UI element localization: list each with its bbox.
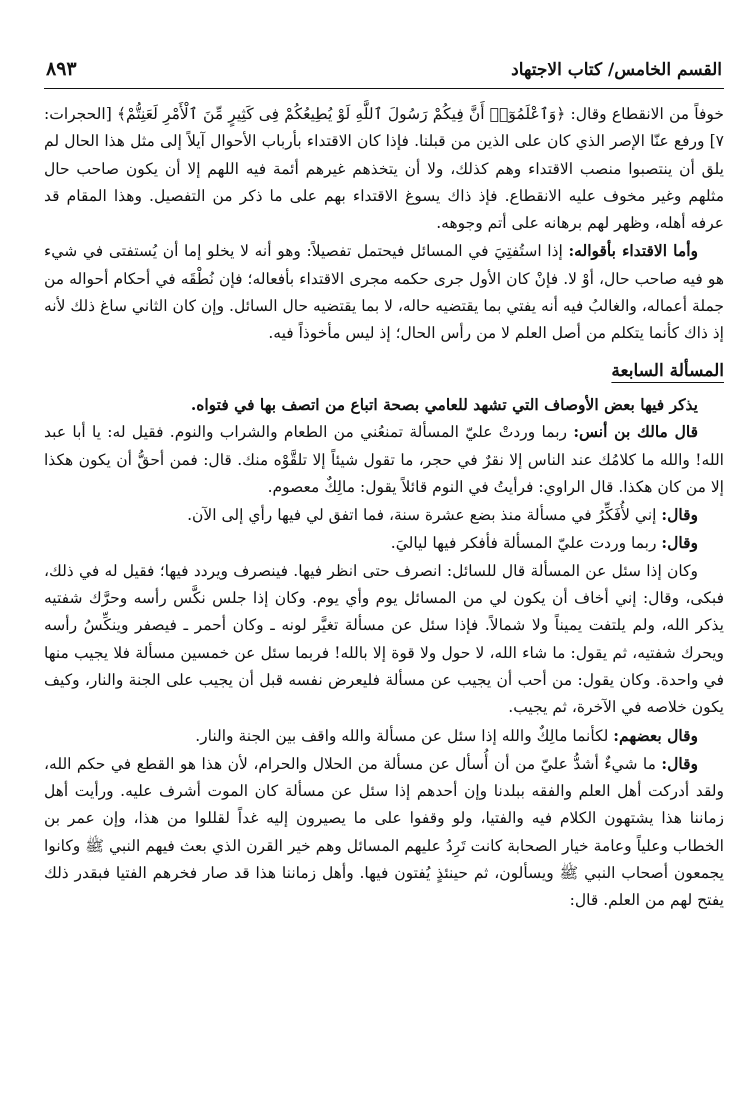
- paragraph-2-text: إذا استُفتِيَ في المسائل فيحتمل تفصيلاً: وهو أنه لا يخلو إما أن يُستفتى في شيء هو فيه صاحب حال، أوْ لا. فإنْ كان الأول جرى حكمه مجرى الاقتداء بأفعاله؛ فإن نُطْقَه في أحكام أحواله من جملة أعماله، والغالبُ فيه أنه يفتي بما يقتضيه حاله، لا بما يقتضيه حال السائل. وإن كان الثاني ساغ ذلك لأنه إذ ذاك كأنما يتكلم من أصل العلم لا من رأس الحال؛ إذ ليس مأخوذاً فيه.: [44, 242, 724, 343]
- paragraph-4-text: إني لأُفَكِّرُ في مسألة منذ بضع عشرة سنة، فما اتفق لي فيها رأي إلى الآن.: [187, 506, 662, 525]
- paragraph-3: [44, 418, 724, 501]
- paragraph-2: [44, 237, 724, 347]
- paragraph-5: [44, 529, 724, 557]
- paragraph-8-lead: وقال:: [661, 753, 698, 773]
- page-number: ٨٩٣: [46, 58, 77, 80]
- paragraph-7-text: لكأنما مالِكٌ والله إذا سئل عن مسألة والله واقف بين الجنة والنار.: [195, 726, 614, 745]
- paragraph-4-lead: وقال:: [661, 505, 698, 525]
- paragraph-5-lead: وقال:: [661, 533, 698, 553]
- book-page: [44, 58, 724, 915]
- paragraph-5-text: ربما وردت عليّ المسألة فأفكر فيها لياليَ.: [390, 534, 662, 553]
- paragraph-7: [44, 722, 724, 750]
- paragraph-4: [44, 501, 724, 529]
- paragraph-3-lead: قال مالك بن أنس:: [573, 422, 699, 442]
- paragraph-6: [44, 558, 724, 722]
- paragraph-2-lead: وأما الاقتداء بأقواله:: [568, 241, 698, 261]
- paragraph-3-text: ربما وردتْ عليّ المسألة تمنعُني من الطعام والشراب والنوم. فقيل له: يا أبا عبد الله! والله ما كلامُك عند الناس إلا نقرٌ في حجر، ما تقول شيئاً إلا تلقَّوْه منك. قال: فمن أحقُّ أن يكون هكذا إلا من كان هكذا. قال الراوي: فرأيتُ في النوم قائلاً يقول: مالِكٌ معصوم.: [44, 423, 724, 496]
- paragraph-8: [44, 750, 724, 915]
- section-subtitle: يذكر فيها بعض الأوصاف التي تشهد للعامي بصحة اتباع من اتصف بها في فتواه.: [190, 394, 698, 414]
- paragraph-7-lead: وقال بعضهم:: [613, 725, 698, 745]
- paragraph-6-text: وكان إذا سئل عن المسألة قال للسائل: انصرف حتى انظر فيها. فينصرف ويردد فيها؛ فقيل له في ذلك، فبكى، وقال: إني أخاف أن يكون لي من المسائل يوم وأي يوم. وكان إذا جلس نكَّس رأسه وحرَّك شفتيه يذكر الله، ولم يلتفت يميناً ولا شمالاً. فإذا سئل عن مسألة تغيَّر لونه ـ وكان أحمر ـ فيصفر وينكِّسُ رأسه ويحرك شفتيه، ثم يقول: ما شاء الله، لا حول ولا قوة إلا بالله! فربما سئل عن خمسين مسألة فلا يجيب منها في واحدة. وكان يقول: من أحب أن يجيب عن مسألة فليعرض نفسه قبل أن يجيب على الجنة والنار، وكيف يكون خلاصه في الآخرة، ثم يجيب.: [44, 561, 724, 717]
- paragraph-1: [44, 101, 724, 237]
- paragraph-1-text: خوفاً من الانقطاع وقال: ﴿وَٱعْلَمُوٓا۟ أَنَّ فِيكُمْ رَسُولَ ٱللَّهِ لَوْ يُطِيعُكُمْ فِى كَثِيرٍ مِّنَ ٱلْأَمْرِ لَعَنِتُّمْ﴾ [الحجرات: ٧] ورفع عنّا الإصر الذي كان على الذين من قبلنا. فإذا كان الاقتداء بأرباب الأحوال آيلاً إلى مثل هذا الحال لم يلق أن ينتصبوا منصب الاقتداء وهم كذلك، ولا أن يتخذهم غيرهم أئمة فيه اللهم إلا أن يكون صاحب حال مثلهم وغير مخوف عليه الانقطاع. فإذ ذاك يسوغ الاقتداء بهم على ما ذكر من التفصيل. وهذا المقام قد عرفه أهله، وظهر لهم برهانه على أتم وجوهه.: [44, 105, 724, 233]
- paragraph-8-text: ما شيءٌ أشدُّ عليّ من أن أُسأل عن مسألة من الحلال والحرام، لأن هذا هو القطع في حكم الله، ولقد أدركت أهل العلم والفقه ببلدنا وإن أحدهم إذا سئل عن مسألة كان الموت أشرف عليه. ورأيت أهل زماننا هذا يشتهون الكلام فيه والفتيا، ولو وقفوا على ما يصيرون إليه غداً لقللوا من هذا، وإن عمر بن الخطاب وعلياً وعامة خيار الصحابة كانت تَرِدُ عليهم المسائل وهم خير القرن الذي بعث فيهم النبي ﷺ وكانوا يجمعون أصحاب النبي ﷺ ويسألون، ثم حينئذٍ يُفتون فيها. وأهل زماننا هذا قد صار فخرهم الفتيا فبقدر ذلك يفتح لهم من العلم. قال:: [44, 754, 724, 910]
- page-body: [44, 101, 724, 915]
- section-title: المسألة السابعة: [611, 360, 724, 381]
- page-header: [44, 58, 724, 89]
- running-title: القسم الخامس/ كتاب الاجتهاد: [511, 60, 722, 80]
